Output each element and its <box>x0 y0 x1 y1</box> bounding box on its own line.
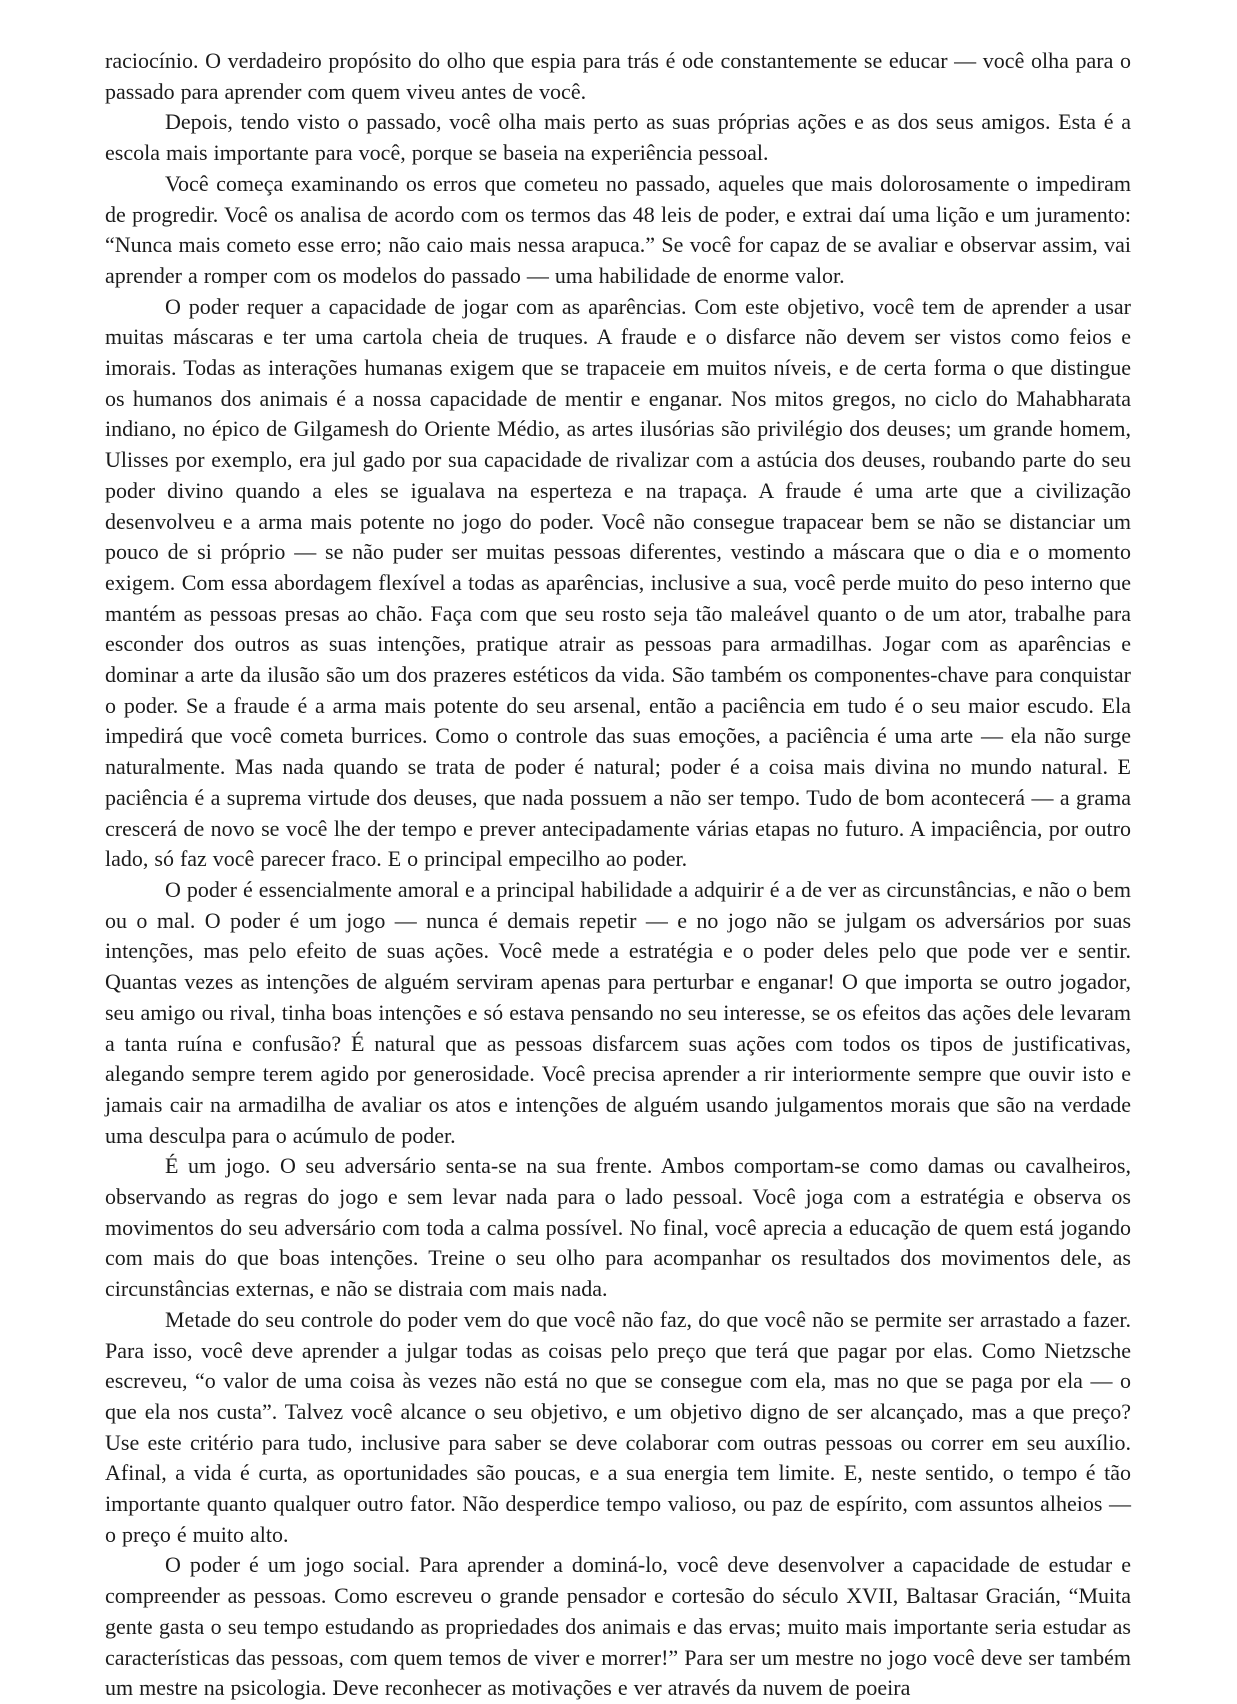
paragraph: O poder requer a capacidade de jogar com as aparências. Com este objetivo, você tem de aprender a usar muitas máscaras e ter uma cartola cheia de truques. A fraude e o disfarce não devem ser vistos como feios e imorais. Todas as interações humanas exigem que se trapaceie em muitos níveis, e de certa forma o que distingue os humanos dos animais é a nossa capacidade de mentir e enganar. Nos mitos gregos, no ciclo do Mahabharata indiano, no épico de Gilgamesh do Oriente Médio, as artes ilusórias são privilégio dos deuses; um grande homem, Ulisses por exemplo, era jul gado por sua capacidade de rivalizar com a astúcia dos deuses, roubando parte do seu poder divino quando a eles se igualava na esperteza e na trapaça. A fraude é uma arte que a civilização desenvolveu e a arma mais potente no jogo do poder. Você não consegue trapacear bem se não se distanciar um pouco de si próprio — se não puder ser muitas pessoas diferentes, vestindo a máscara que o dia e o momento exigem. Com essa abordagem flexível a todas as aparências, inclusive a sua, você perde muito do peso interno que mantém as pessoas presas ao chão. Faça com que seu rosto seja tão maleável quanto o de um ator, trabalhe para esconder dos outros as suas intenções, pratique atrair as pessoas para armadilhas. Jogar com as aparências e dominar a arte da ilusão são um dos prazeres estéticos da vida. São também os componentes-chave para conquistar o poder. Se a fraude é a arma mais potente do seu arsenal, então a paciência em tudo é o seu maior escudo. Ela impedirá que você cometa burrices. Como o controle das suas emoções, a paciência é uma arte — ela não surge naturalmente. Mas nada quando se trata de poder é natural; poder é a coisa mais divina no mundo natural. E paciência é a suprema virtude dos deuses, que nada possuem a não ser tempo. Tudo de bom acontecerá — a grama crescerá de novo se você lhe der tempo e prever antecipadamente várias etapas no futuro. A impaciência, por outro lado, só faz você parecer fraco. E o principal empecilho ao poder. <box>105 293 1131 872</box>
paragraph: Você começa examinando os erros que cometeu no passado, aqueles que mais dolorosamente o impediram de progredir. Você os analisa de acordo com os termos das 48 leis de poder, e extrai daí uma lição e um juramento: “Nunca mais cometo esse erro; não caio mais nessa arapuca.” Se você for capaz de se avaliar e observar assim, vai aprender a romper com os modelos do passado — uma habilidade de enorme valor. <box>105 170 1131 288</box>
paragraph: É um jogo. O seu adversário senta-se na sua frente. Ambos comportam-se como damas ou cavalheiros, observando as regras do jogo e sem levar nada para o lado pessoal. Você joga com a estratégia e observa os movimentos do seu adversário com toda a calma possível. No final, você aprecia a educação de quem está jogando com mais do que boas intenções. Treine o seu olho para acompanhar os resultados dos movimentos dele, as circunstâncias externas, e não se distraia com mais nada. <box>105 1153 1131 1302</box>
paragraph: O poder é essencialmente amoral e a principal habilidade a adquirir é a de ver as circunstâncias, e não o bem ou o mal. O poder é um jogo — nunca é demais repetir — e no jogo não se julgam os adversários por suas intenções, mas pelo efeito de suas ações. Você mede a estratégia e o poder deles pelo que pode ver e sentir. Quantas vezes as intenções de alguém serviram apenas para perturbar e enganar! O que importa se outro jogador, seu amigo ou rival, tinha boas intenções e só estava pensando no seu interesse, se os efeitos das ações dele levaram a tanta ruína e confusão? É natural que as pessoas disfarcem suas ações com todos os tipos de justificativas, alegando sempre terem agido por generosidade. Você precisa aprender a rir interiormente sempre que ouvir isto e jamais cair na armadilha de avaliar os atos e intenções de alguém usando julgamentos morais que são na verdade uma desculpa para o acúmulo de poder. <box>105 876 1131 1148</box>
paragraph-continuation: raciocínio. O verdadeiro propósito do olho que espia para trás é ode constantemente se educar — você olha para o passado para aprender com quem viveu antes de você. <box>105 48 1131 104</box>
paragraph: O poder é um jogo social. Para aprender a dominá-lo, você deve desenvolver a capacidade de estudar e compreender as pessoas. Como escreveu o grande pensador e cortesão do século XVII, Baltasar Gracián, “Muita gente gasta o seu tempo estudando as propriedades dos animais e das ervas; muito mais importante seria estudar as características das pessoas, com quem temos de viver e morrer!” Para ser um mestre no jogo você deve ser também um mestre na psicologia. Deve reconhecer as motivações e ver através da nuvem de poeira <box>105 1552 1131 1701</box>
paragraph: Metade do seu controle do poder vem do que você não faz, do que você não se permite ser arrastado a fazer. Para isso, você deve aprender a julgar todas as coisas pelo preço que terá que pagar por elas. Como Nietzsche escreveu, “o valor de uma coisa às vezes não está no que se consegue com ela, mas no que se paga por ela — o que ela nos custa”. Talvez você alcance o seu objetivo, e um objetivo digno de ser alcançado, mas a que preço? Use este critério para tudo, inclusive para saber se deve colaborar com outras pessoas ou correr em seu auxílio. Afinal, a vida é curta, as oportunidades são poucas, e a sua energia tem limite. E, neste sentido, o tempo é tão importante quanto qualquer outro fator. Não desperdice tempo valioso, ou paz de espírito, com assuntos alheios — o preço é muito alto. <box>105 1306 1131 1547</box>
paragraph: Depois, tendo visto o passado, você olha mais perto as suas próprias ações e as dos seus amigos. Esta é a escola mais importante para você, porque se baseia na experiência pessoal. <box>105 109 1131 166</box>
